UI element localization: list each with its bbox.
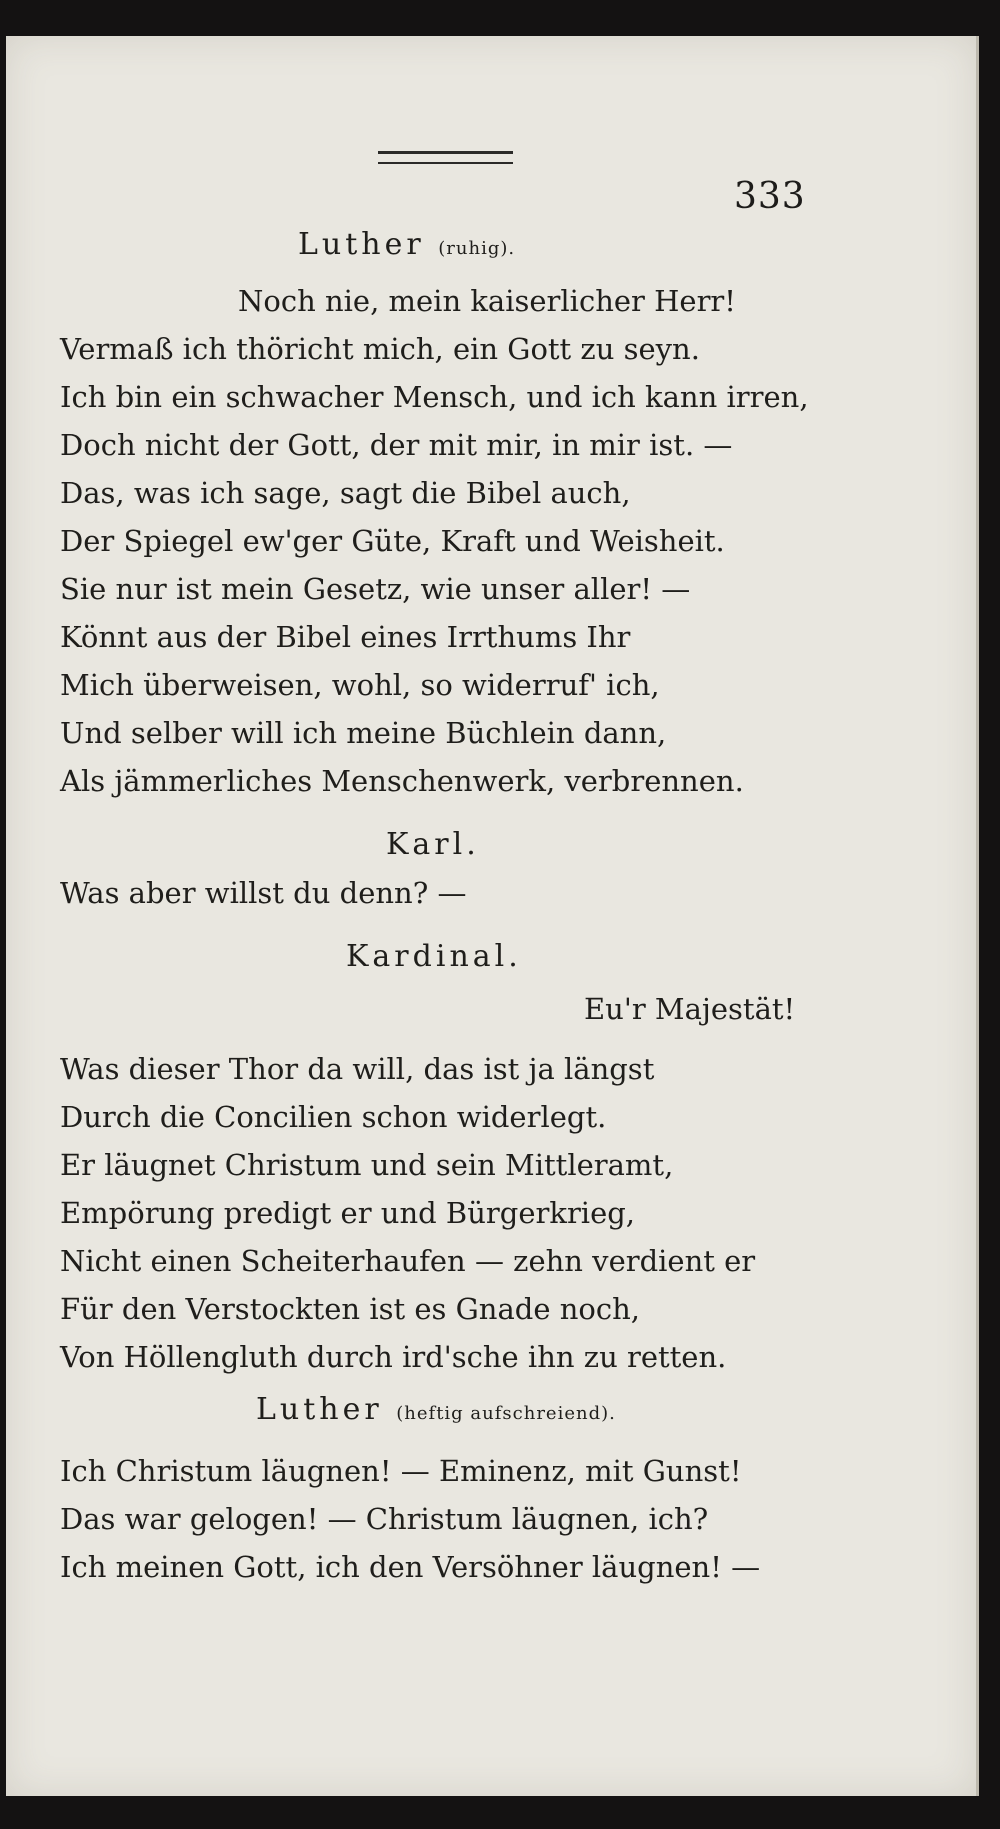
speaker-name: Kardinal. [346,939,522,974]
verse-line: Ich Christum läugnen! — Eminenz, mit Gunst! [60,1454,742,1488]
verse-line: Ich bin ein schwacher Mensch, und ich kann irren, [60,380,809,414]
verse-line: Was aber willst du denn? — [60,876,467,910]
verse-line: Könnt aus der Bibel eines Irrthums Ihr [60,620,631,654]
verse-line: Er läugnet Christum und sein Mittleramt, [60,1148,674,1182]
verse-line: Empörung predigt er und Bürgerkrieg, [60,1196,636,1230]
verse-line: Was dieser Thor da will, das ist ja längst [60,1052,655,1086]
speaker-heading [256,1390,616,1434]
verse-line: Doch nicht der Gott, der mit mir, in mir ist. — [60,428,733,462]
verse-line: Der Spiegel ew'ger Güte, Kraft und Weisheit. [60,524,725,558]
speaker-name: Karl. [386,827,480,862]
verse-line: Noch nie, mein kaiserlicher Herr! [238,284,736,318]
verse-line: Eu'r Majestät! [584,992,796,1026]
speaker-heading [298,225,515,269]
verse-line: Das war gelogen! — Christum läugnen, ich? [60,1502,709,1536]
verse-line: Für den Verstockten ist es Gnade noch, [60,1292,640,1326]
verse-line: Das, was ich sage, sagt die Bibel auch, [60,476,631,510]
speaker-name: Luther [256,1392,383,1427]
book-page [6,36,979,1796]
header-ornament [378,151,513,164]
verse-line: Nicht einen Scheiterhaufen — zehn verdient er [60,1244,756,1278]
verse-line: Und selber will ich meine Büchlein dann, [60,716,667,750]
speaker-heading [346,937,522,977]
verse-line: Durch die Concilien schon widerlegt. [60,1100,607,1134]
verse-line: Sie nur ist mein Gesetz, wie unser aller! — [60,572,691,606]
verse-line: Ich meinen Gott, ich den Versöhner läugnen! — [60,1550,761,1584]
stage-direction: (ruhig). [438,238,516,259]
verse-line: Von Höllengluth durch ird'sche ihn zu retten. [60,1340,727,1374]
verse-line: Als jämmerliches Menschenwerk, verbrennen. [60,764,744,798]
stage-direction: (heftig aufschreiend). [396,1403,616,1424]
verse-line: Vermaß ich thöricht mich, ein Gott zu seyn. [60,332,700,366]
verse-line: Mich überweisen, wohl, so widerruf' ich, [60,668,660,702]
page-number: 333 [734,176,806,217]
speaker-name: Luther [298,227,425,262]
speaker-heading [386,825,480,865]
